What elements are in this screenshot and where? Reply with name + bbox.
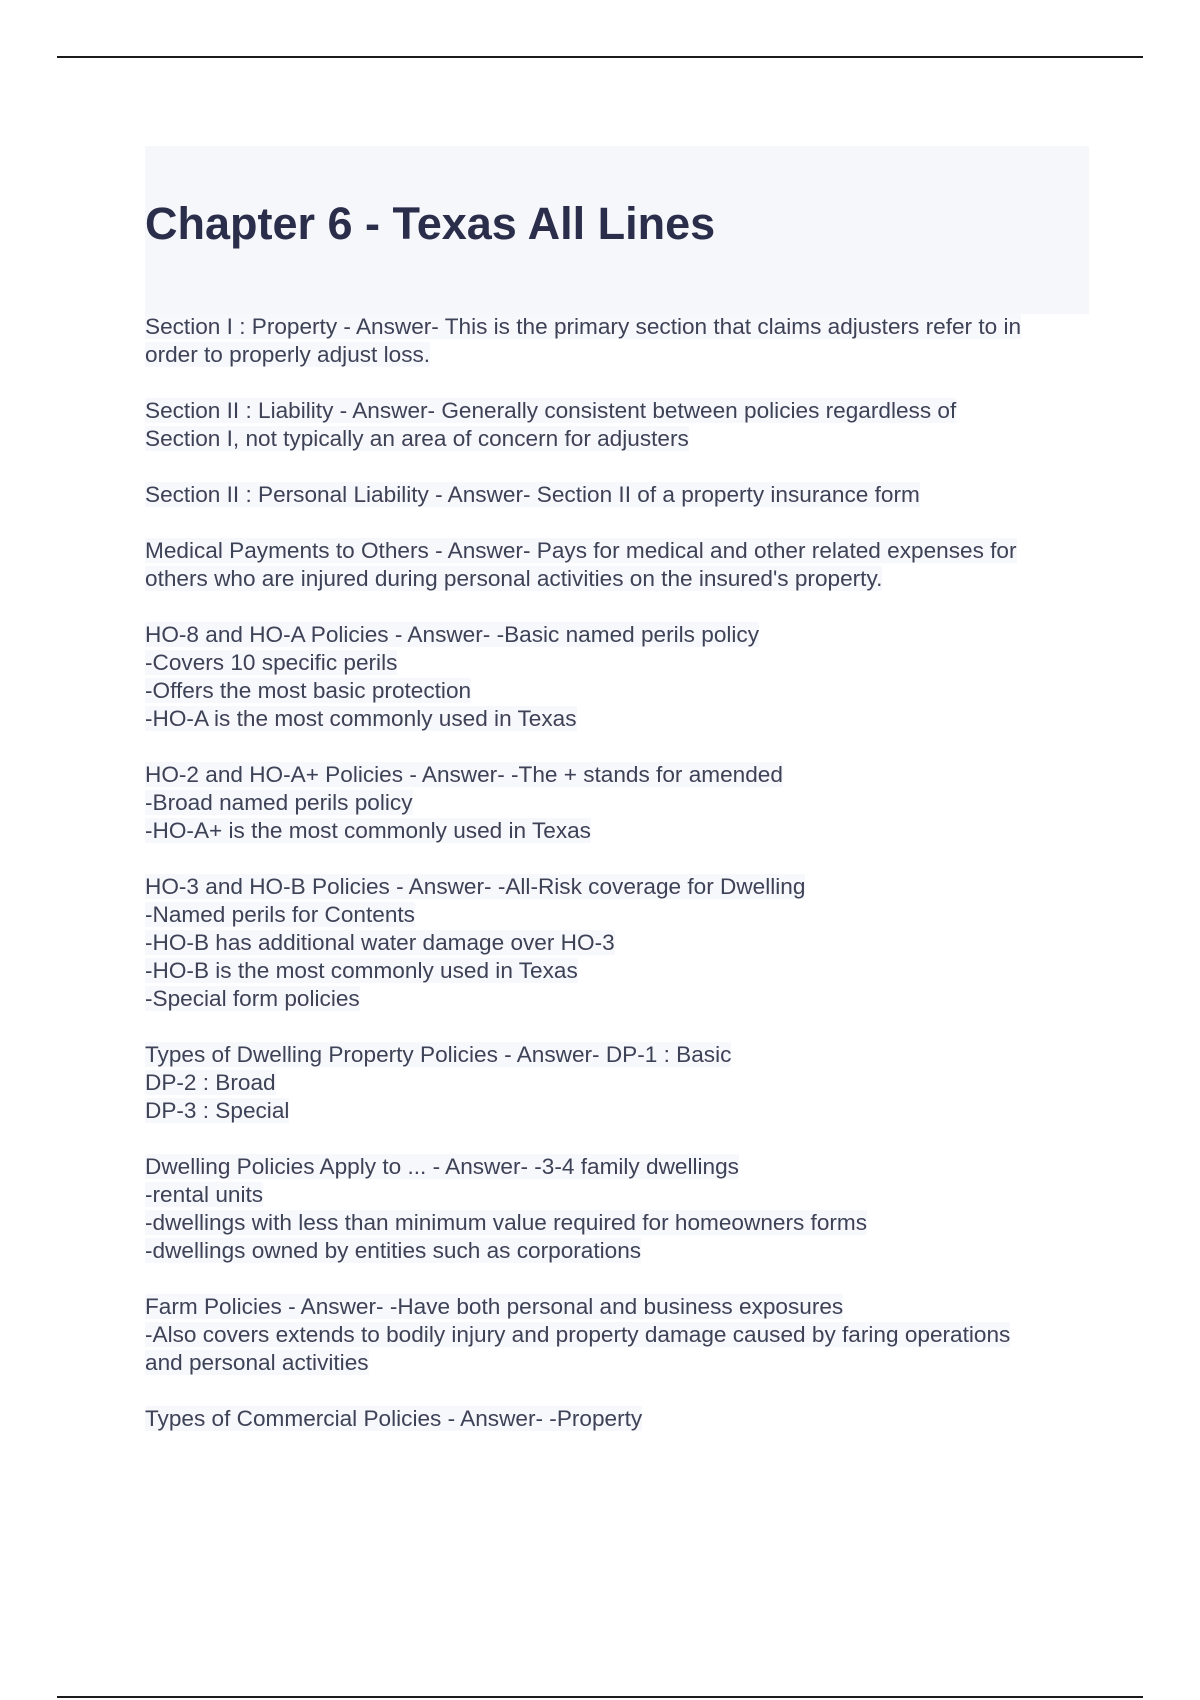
entry-answer-line [145,1349,1095,1377]
entry-answer-line [145,1321,1095,1349]
line-text: HO-3 and HO-B Policies - Answer- -All-Risk coverage for Dwelling [145,874,806,899]
entry-answer-line [145,677,1095,705]
line-text: Section II : Personal Liability - Answer- Section II of a property insurance form [145,482,920,507]
line-text: others who are injured during personal activities on the insured's property. [145,566,883,591]
entry-question-line [145,481,1095,509]
qa-entry [145,761,1095,845]
entry-question-line [145,1041,1095,1069]
line-text: HO-8 and HO-A Policies - Answer- -Basic named perils policy [145,622,760,647]
line-text: -HO-B has additional water damage over HO-3 [145,930,615,955]
bottom-rule [57,1696,1143,1698]
line-text: and personal activities [145,1350,369,1375]
line-text: Dwelling Policies Apply to ... - Answer- -3-4 family dwellings [145,1154,739,1179]
line-text: -Offers the most basic protection [145,678,472,703]
entry-list [145,313,1095,1461]
line-text: Farm Policies - Answer- -Have both personal and business exposures [145,1294,844,1319]
entry-answer-line [145,817,1095,845]
top-rule [57,56,1143,58]
entry-answer-line [145,649,1095,677]
line-text: -HO-A is the most commonly used in Texas [145,706,577,731]
line-text: Section I, not typically an area of concern for adjusters [145,426,689,451]
line-text: -dwellings owned by entities such as corporations [145,1238,642,1263]
entry-question-line [145,313,1095,341]
line-text: Medical Payments to Others - Answer- Pays for medical and other related expenses for [145,538,1017,563]
line-text: -Covers 10 specific perils [145,650,398,675]
entry-answer-line [145,1237,1095,1265]
line-text: Section I : Property - Answer- This is the primary section that claims adjusters refer to in [145,314,1022,339]
entry-answer-line [145,957,1095,985]
qa-entry [145,873,1095,1013]
entry-answer-line [145,789,1095,817]
line-text: -dwellings with less than minimum value required for homeowners forms [145,1210,868,1235]
entry-answer-line [145,341,1095,369]
entry-question-line [145,761,1095,789]
entry-answer-line [145,901,1095,929]
entry-answer-line [145,565,1095,593]
qa-entry [145,313,1095,369]
line-text: order to properly adjust loss. [145,342,431,367]
entry-answer-line [145,1181,1095,1209]
line-text: DP-3 : Special [145,1098,290,1123]
entry-question-line [145,1153,1095,1181]
line-text: Types of Dwelling Property Policies - Answer- DP-1 : Basic [145,1042,732,1067]
entry-answer-line [145,929,1095,957]
entry-question-line [145,621,1095,649]
qa-entry [145,1293,1095,1377]
line-text: -rental units [145,1182,264,1207]
line-text: Section II : Liability - Answer- Generally consistent between policies regardless of [145,398,957,423]
qa-entry [145,1153,1095,1265]
entry-answer-line [145,1069,1095,1097]
entry-answer-line [145,425,1095,453]
line-text: Types of Commercial Policies - Answer- -Property [145,1406,643,1431]
entry-question-line [145,537,1095,565]
entry-answer-line [145,985,1095,1013]
line-text: -HO-A+ is the most commonly used in Texas [145,818,591,843]
page-title: Chapter 6 - Texas All Lines [145,198,716,249]
line-text: DP-2 : Broad [145,1070,276,1095]
qa-entry [145,537,1095,593]
entry-answer-line [145,1097,1095,1125]
line-text: -Broad named perils policy [145,790,413,815]
qa-entry [145,397,1095,453]
line-text: -Also covers extends to bodily injury and property damage caused by faring operations [145,1322,1011,1347]
line-text: -HO-B is the most commonly used in Texas [145,958,578,983]
title-block [145,146,1089,314]
qa-entry [145,621,1095,733]
entry-question-line [145,873,1095,901]
qa-entry [145,1405,1095,1433]
entry-question-line [145,1293,1095,1321]
line-text: -Named perils for Contents [145,902,415,927]
entry-question-line [145,1405,1095,1433]
qa-entry [145,481,1095,509]
line-text: -Special form policies [145,986,360,1011]
line-text: HO-2 and HO-A+ Policies - Answer- -The + stands for amended [145,762,783,787]
entry-question-line [145,397,1095,425]
qa-entry [145,1041,1095,1125]
entry-answer-line [145,1209,1095,1237]
entry-answer-line [145,705,1095,733]
